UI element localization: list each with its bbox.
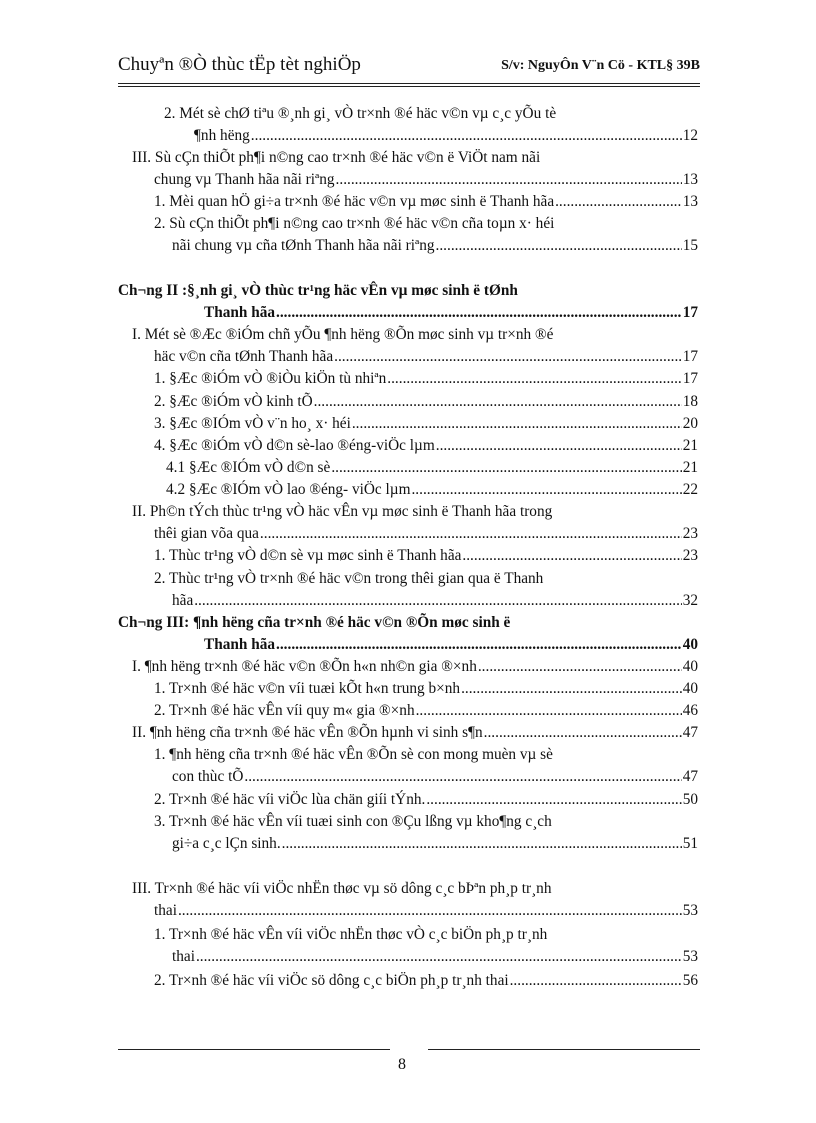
toc-line: III. Sù cÇn thiÕt ph¶i n©ng cao tr×nh ®é häc v©n ë ViÖt nam nãi	[132, 149, 541, 166]
toc-line: ¶nh hëng	[194, 127, 250, 144]
toc-line: 4.2 §Æc ®IÓm vÒ lao ®éng- viÖc lµm	[166, 481, 411, 498]
toc-line: 1. Tr×nh ®é häc vÊn víi viÖc nhËn thøc vÒ c¸c biÖn ph¸p tr¸nh	[154, 926, 548, 943]
toc-page: 53	[682, 948, 698, 965]
toc-entry	[132, 722, 698, 744]
toc-page: 40	[682, 636, 698, 653]
page-number: 8	[398, 1056, 406, 1073]
toc-entry	[166, 457, 698, 479]
toc-entry	[154, 568, 698, 612]
toc-leader	[331, 457, 681, 479]
toc-page: 47	[682, 768, 698, 785]
toc-line: I. Mét sè ®Æc ®iÓm chñ yÕu ¶nh hëng ®Õn møc sinh vµ tr×nh ®é	[132, 326, 554, 343]
toc-line: nãi chung vµ cña tØnh Thanh hãa nãi riªng	[172, 237, 435, 254]
toc-line: Thanh hãa	[204, 636, 276, 653]
toc-chapter	[118, 612, 698, 656]
toc-page: 12	[682, 127, 698, 144]
toc-entry	[154, 678, 698, 700]
header-author: S/v: NguyÔn V¨n Cö - KTL§ 39B	[501, 58, 700, 73]
toc-entry	[154, 368, 698, 390]
toc-line: 1. ¶nh hëng cña tr×nh ®é häc vÊn ®Õn sè con mong muèn vµ sè	[154, 746, 553, 763]
toc-line: 2. Sù cÇn thiÕt ph¶i n©ng cao tr×nh ®é häc v©n cña toµn x· héi	[154, 215, 555, 232]
toc-page: 17	[682, 370, 698, 387]
toc-entry	[154, 924, 698, 968]
toc-leader	[260, 523, 682, 545]
toc-entry	[132, 501, 698, 545]
toc-leader	[251, 125, 682, 147]
toc-line: thêi gian võa qua	[154, 525, 259, 542]
toc-line: 2. Thùc tr¹ng vÒ tr×nh ®é häc v©n trong thêi gian qua ë Thanh	[154, 570, 544, 587]
toc-leader	[555, 191, 682, 213]
toc-entry	[154, 213, 698, 257]
toc-line: 4. §Æc ®iÓm vÒ d©n sè-lao ®éng-viÖc lµm	[154, 437, 435, 454]
toc-line: 4.1 §Æc ®IÓm vÒ d©n sè	[166, 459, 331, 476]
toc-entry	[154, 413, 698, 435]
toc-line: 3. §Æc ®IÓm vÒ v¨n ho¸ x· héi	[154, 415, 351, 432]
toc-line: gi÷a c¸c lÇn sinh.	[172, 835, 281, 852]
toc-entry	[132, 147, 698, 191]
toc-page: 56	[682, 972, 698, 989]
toc-line: con thùc tÕ	[172, 768, 244, 785]
toc-leader	[276, 634, 682, 656]
toc-leader	[461, 678, 682, 700]
toc-page: 50	[682, 791, 698, 808]
toc-page: 40	[682, 658, 698, 675]
page-header	[118, 52, 700, 80]
toc-line: Ch¬ng III: ¶nh hëng cña tr×nh ®é häc v©n ®Õn møc sinh ë	[118, 614, 511, 631]
toc-line: III. Tr×nh ®é häc víi viÖc nhËn thøc vµ sö dông c¸c bÞªn ph¸p tr¸nh	[132, 880, 552, 897]
toc-leader	[336, 169, 682, 191]
toc-leader	[436, 435, 682, 457]
toc-entry	[166, 479, 698, 501]
toc-line: Ch¬ng II :§¸nh gi¸ vÒ thùc tr¹ng häc vÊn vµ møc sinh ë tØnh	[118, 282, 518, 299]
toc-entry	[132, 324, 698, 368]
toc-line: II. ¶nh hëng cña tr×nh ®é häc vÊn ®Õn hµnh vi sinh s¶n	[132, 724, 483, 741]
toc-line: 2. Mét sè chØ tiªu ®¸nh gi¸ vÒ tr×nh ®é häc v©n vµ c¸c yÕu tè	[164, 105, 557, 122]
toc-entry	[154, 744, 698, 788]
toc-line: 2. Tr×nh ®é häc víi viÖc lùa chän giíi tÝnh.	[154, 791, 426, 808]
toc-page: 23	[682, 547, 698, 564]
toc-page: 47	[682, 724, 698, 741]
header-rule	[118, 83, 700, 87]
toc-entry	[154, 435, 698, 457]
toc-entry	[154, 811, 698, 855]
toc-page: 20	[682, 415, 698, 432]
toc-leader	[314, 391, 682, 413]
toc-leader	[411, 479, 681, 501]
toc-page: 40	[682, 680, 698, 697]
toc-page: 23	[682, 525, 698, 542]
toc-entry	[154, 191, 698, 213]
toc-line: II. Ph©n tÝch thùc tr¹ng vÒ häc vÊn vµ møc sinh ë Thanh hãa trong	[132, 503, 553, 520]
toc-page: 46	[682, 702, 698, 719]
toc-chapter	[118, 280, 698, 324]
toc-line: chung vµ Thanh hãa nãi riªng	[154, 171, 335, 188]
toc-entry	[154, 789, 698, 811]
toc-page: 18	[682, 393, 698, 410]
toc-leader	[478, 656, 682, 678]
toc-leader	[484, 722, 682, 744]
toc-page: 21	[682, 459, 698, 476]
header-title: Chuyªn ®Ò thùc tËp tèt nghiÖp	[118, 54, 361, 75]
toc-entry	[154, 391, 698, 413]
toc-leader	[196, 946, 682, 968]
footer-rule	[428, 1049, 700, 1050]
toc-line: 2. Tr×nh ®é häc víi viÖc sö dông c¸c biÖn ph¸p tr¸nh thai	[154, 972, 509, 989]
toc-page: 51	[682, 835, 698, 852]
toc-leader	[462, 545, 681, 567]
toc-line: 2. Tr×nh ®é häc vÊn víi quy m« gia ®×nh	[154, 702, 415, 719]
toc-entry	[132, 656, 698, 678]
toc-leader	[510, 970, 682, 992]
toc-page: 15	[682, 237, 698, 254]
toc-entry	[132, 878, 698, 922]
toc-page: 13	[682, 171, 698, 188]
toc-entry	[154, 700, 698, 722]
toc-line: hãa	[172, 592, 194, 609]
toc-leader	[178, 900, 682, 922]
toc-page: 17	[682, 304, 698, 321]
toc-leader	[244, 766, 681, 788]
toc-page: 53	[682, 902, 698, 919]
toc-line: 1. Mèi quan hÖ gi÷a tr×nh ®é häc v©n vµ møc sinh ë Thanh hãa	[154, 193, 555, 210]
toc-line: 1. Tr×nh ®é häc v©n víi tuæi kÕt h«n trung b×nh	[154, 680, 461, 697]
toc-line: Thanh hãa	[204, 304, 276, 321]
toc-leader	[426, 789, 681, 811]
footer-rule	[118, 1049, 390, 1050]
toc-line: häc v©n cña tØnh Thanh hãa	[154, 348, 334, 365]
toc-line: 1. §Æc ®iÓm vÒ ®iÒu kiÖn tù nhiªn	[154, 370, 387, 387]
toc-page: 21	[682, 437, 698, 454]
toc-line: thai	[154, 902, 177, 919]
toc-leader	[352, 413, 682, 435]
toc-leader	[276, 302, 682, 324]
toc-page: 13	[682, 193, 698, 210]
toc-page: 17	[682, 348, 698, 365]
toc-leader	[282, 833, 682, 855]
toc-entry	[154, 545, 698, 567]
toc-leader	[416, 700, 682, 722]
toc-line: I. ¶nh hëng tr×nh ®é häc v©n ®Õn h«n nh©n gia ®×nh	[132, 658, 477, 675]
toc-leader	[387, 368, 681, 390]
toc-entry	[164, 103, 698, 147]
toc-page: 32	[682, 592, 698, 609]
toc-leader	[436, 235, 682, 257]
toc-line: 2. §Æc ®iÓm vÒ kinh tÕ	[154, 393, 313, 410]
toc-page: 22	[682, 481, 698, 498]
toc-leader	[194, 590, 681, 612]
toc-line: thai	[172, 948, 195, 965]
toc-leader	[334, 346, 682, 368]
toc-line: 1. Thùc tr¹ng vÒ d©n sè vµ møc sinh ë Thanh hãa	[154, 547, 462, 564]
toc-entry	[154, 970, 698, 992]
toc-line: 3. Tr×nh ®é häc vÊn víi tuæi sinh con ®Çu lßng vµ kho¶ng c¸ch	[154, 813, 552, 830]
